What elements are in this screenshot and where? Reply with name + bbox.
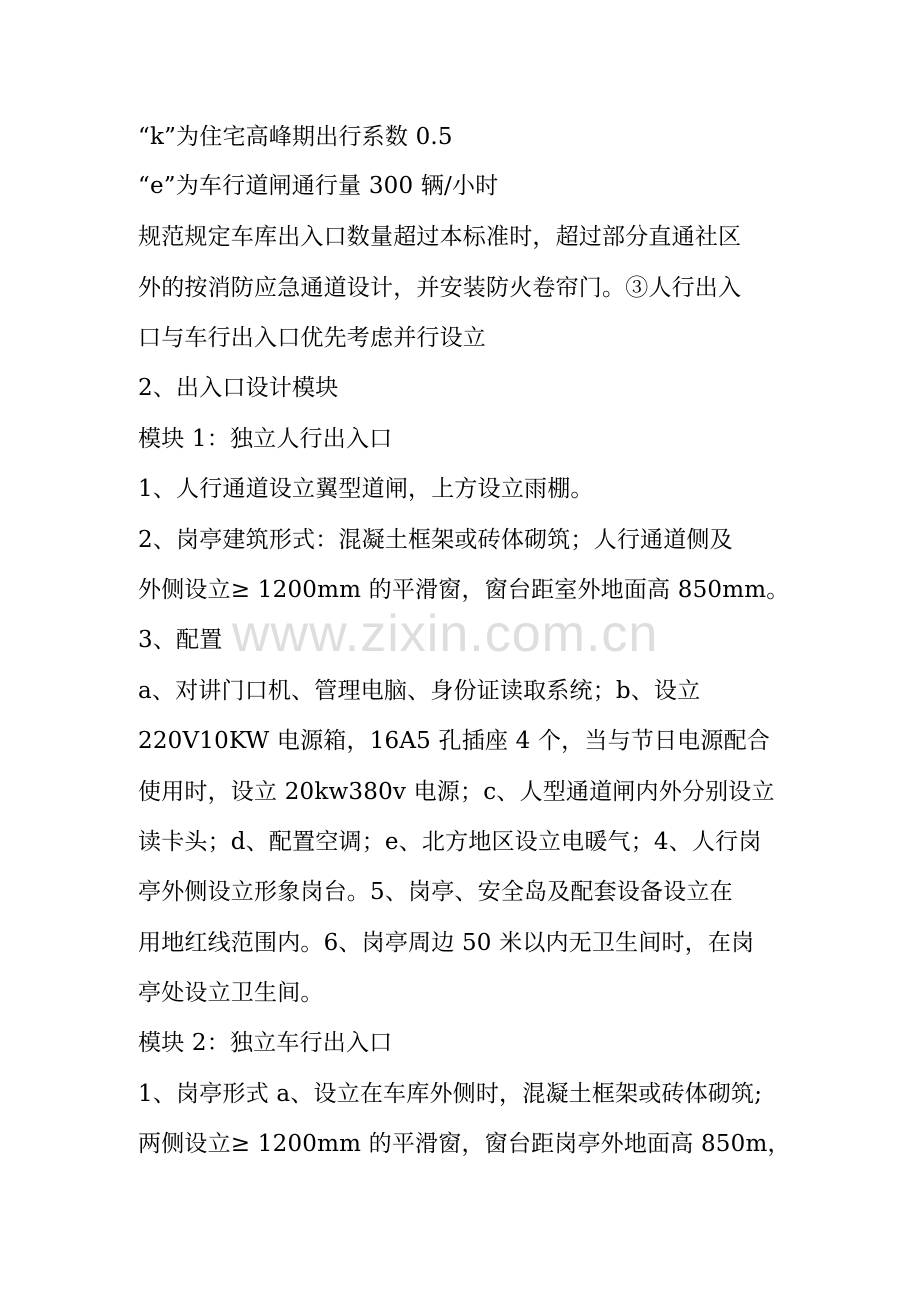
text-line: 口与车行出入口优先考虑并行设立 bbox=[138, 325, 486, 351]
text-line: 规范规定车库出入口数量超过本标准时，超过部分直通社区 bbox=[138, 224, 742, 250]
section-heading: 2、出入口设计模块 bbox=[138, 375, 339, 401]
text-line: 220V10KW 电源箱，16A5 孔插座 4 个，当与节日电源配合 bbox=[138, 728, 770, 754]
module-heading: 模块 1：独立人行出入口 bbox=[138, 426, 393, 452]
text-line: 2、岗亭建筑形式：混凝土框架或砖体砌筑；人行通道侧及 bbox=[138, 527, 733, 553]
text-line: 外的按消防应急通道设计，并安装防火卷帘门。③人行出入 bbox=[138, 275, 742, 301]
text-line: “k”为住宅高峰期出行系数 0.5 bbox=[138, 124, 453, 150]
text-line: 1、人行通道设立翼型道闸，上方设立雨棚。 bbox=[138, 476, 594, 502]
text-line: 两侧设立≥ 1200mm 的平滑窗，窗台距岗亭外地面高 850m， bbox=[138, 1131, 791, 1157]
text-line: 亭外侧设立形象岗台。5、岗亭、安全岛及配套设备设立在 bbox=[138, 879, 733, 905]
text-line: 读卡头；d、配置空调；e、北方地区设立电暖气；4、人行岗 bbox=[138, 829, 762, 855]
text-line: a、对讲门口机、管理电脑、身份证读取系统；b、设立 bbox=[138, 678, 701, 704]
text-line: 使用时，设立 20kw380v 电源；c、人型通道闸内外分别设立 bbox=[138, 779, 775, 805]
text-line: 外侧设立≥ 1200mm 的平滑窗，窗台距室外地面高 850mm。 bbox=[138, 577, 790, 603]
text-line: 1、岗亭形式 a、设立在车库外侧时，混凝土框架或砖体砌筑; bbox=[138, 1081, 763, 1107]
module-heading: 模块 2：独立车行出入口 bbox=[138, 1030, 393, 1056]
text-line: 3、配置 bbox=[138, 627, 223, 653]
watermark: www.zixin.com.cn bbox=[232, 605, 659, 663]
text-line: 亭处设立卫生间。 bbox=[138, 980, 324, 1006]
text-line: 用地红线范围内。6、岗亭周边 50 米以内无卫生间时，在岗 bbox=[138, 930, 755, 956]
text-line: “e”为车行道闸通行量 300 辆/小时 bbox=[138, 173, 499, 199]
